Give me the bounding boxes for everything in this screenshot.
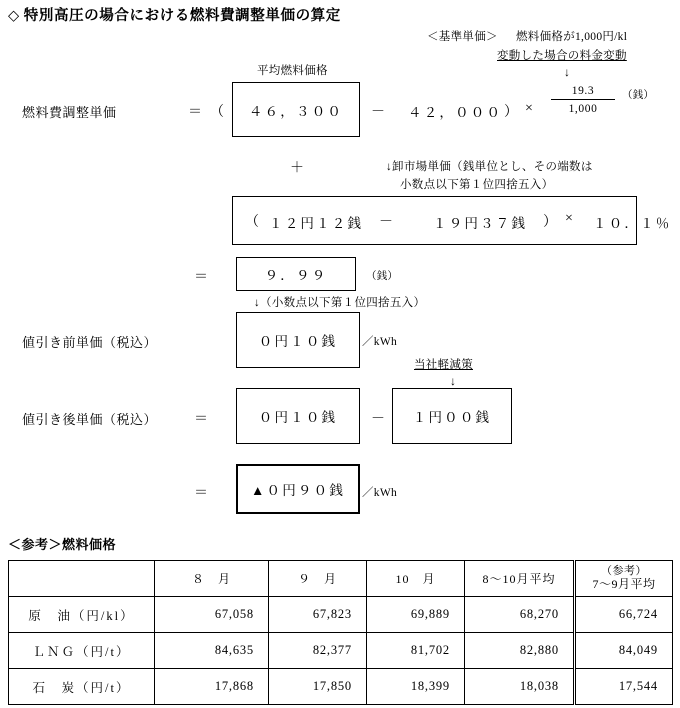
table-header-row: [9, 561, 673, 597]
fraction-bar: [551, 99, 615, 100]
row5-equals: ＝: [194, 412, 208, 427]
page-title: [8, 4, 341, 25]
final-value-box: [236, 464, 360, 514]
row2-times: ×: [565, 211, 573, 226]
coal-sep: 17,850: [269, 669, 367, 705]
wholesale-percent: １０．１％: [593, 216, 672, 231]
lng-avg: 82,880: [465, 633, 575, 669]
lng-aug: 84,635: [155, 633, 269, 669]
row1-equals: ＝: [188, 105, 202, 120]
post-discount-base-box: [236, 388, 360, 444]
crude-oil-avg: 68,270: [465, 597, 575, 633]
fuel-adjustment-label: 燃料費調整単価: [22, 105, 117, 120]
coal-aug: 17,868: [155, 669, 269, 705]
row1-minus: －: [371, 105, 385, 120]
row2-paren-open: （: [245, 215, 259, 230]
page-title-text: 特別高圧の場合における燃料費調整単価の算定: [23, 8, 341, 24]
row-label-coal: 石 炭（円/t）: [9, 669, 155, 705]
pre-round-unit: （銭）: [366, 271, 399, 282]
table-row: [9, 669, 673, 705]
row5-minus: －: [371, 412, 385, 427]
wholesale-formula-box: [232, 196, 672, 245]
standard-unit-note-line2: 変動した場合の料金変動: [497, 50, 627, 62]
row-label-lng: ＬＮＧ（円/t）: [9, 633, 155, 669]
standard-unit-fraction: [551, 85, 615, 115]
fraction-unit: （銭）: [622, 90, 655, 101]
average-fuel-price-value: ４６，３００: [248, 103, 344, 119]
reference-avg-line2: 7～9月平均: [592, 576, 656, 591]
table-header-sep: ９ 月: [269, 561, 367, 597]
coal-reference-avg: 17,544: [575, 669, 673, 705]
discount-value-box: [392, 388, 512, 444]
row6-equals: ＝: [194, 486, 208, 501]
discount-arrow-icon: ↓: [450, 374, 456, 388]
pre-discount-value: ０円１０銭: [258, 334, 338, 349]
row-label-crude-oil: 原 油（円/kl）: [9, 597, 155, 633]
crude-oil-aug: 67,058: [155, 597, 269, 633]
standard-unit-arrow-icon: ↓: [564, 65, 570, 79]
lng-reference-avg: 84,049: [575, 633, 673, 669]
table-row: [9, 633, 673, 669]
fraction-denominator: 1,000: [568, 103, 598, 115]
reference-avg-line1: （参考）: [601, 565, 647, 578]
discount-caption: 当社軽減策: [414, 359, 473, 371]
crude-oil-reference-avg: 66,724: [575, 597, 673, 633]
pre-discount-value-box: [236, 312, 360, 368]
pre-round-value-box: [236, 257, 356, 291]
row1-times: ×: [525, 101, 533, 116]
post-discount-label: 値引き後単価（税込）: [22, 412, 158, 427]
row1-paren-close: ）: [504, 105, 518, 120]
reference-heading: ＜参考＞燃料価格: [8, 537, 117, 552]
crude-oil-oct: 69,889: [367, 597, 465, 633]
wholesale-value-b: １９円３７銭: [433, 216, 528, 231]
average-fuel-price-box: [232, 82, 360, 137]
wholesale-note-line1: ↓卸市場単価（銭単位とし、その端数は: [386, 161, 593, 173]
pre-discount-label: 値引き前単価（税込）: [22, 335, 158, 350]
discount-value: １円００銭: [412, 410, 492, 425]
plus-operator: ＋: [290, 161, 304, 176]
standard-unit-label: ＜基準単価＞: [427, 31, 498, 43]
wholesale-note-line2: 小数点以下第１位四捨五入）: [400, 179, 554, 191]
pre-discount-unit: ／kWh: [362, 336, 398, 348]
lng-oct: 81,702: [367, 633, 465, 669]
table-header-reference-avg: [575, 561, 673, 597]
row2-minus: －: [379, 215, 393, 230]
wholesale-value-a: １２円１２銭: [269, 216, 364, 231]
base-fuel-price-value: ４２，０００: [408, 105, 503, 120]
row3-equals: ＝: [194, 270, 208, 285]
average-fuel-price-caption: 平均燃料価格: [257, 65, 328, 77]
fraction-numerator: 19.3: [571, 85, 595, 97]
final-value: ▲０円９０銭: [250, 483, 346, 498]
row2-paren-close: ）: [543, 215, 557, 230]
rounding-note: ↓（小数点以下第１位四捨五入）: [254, 297, 426, 309]
table-row: [9, 597, 673, 633]
standard-unit-note-line1: 燃料価格が1,000円/kl: [516, 31, 628, 43]
row1-paren-open: （: [210, 105, 224, 120]
table-header-avg: 8～10月平均: [465, 561, 575, 597]
table-header-oct: 10 月: [367, 561, 465, 597]
coal-oct: 18,399: [367, 669, 465, 705]
diamond-icon: ◇: [8, 8, 20, 24]
post-discount-base-value: ０円１０銭: [258, 410, 338, 425]
table-header-aug: ８ 月: [155, 561, 269, 597]
lng-sep: 82,377: [269, 633, 367, 669]
fuel-price-table: [8, 560, 673, 705]
final-value-unit: ／kWh: [362, 487, 398, 499]
crude-oil-sep: 67,823: [269, 597, 367, 633]
coal-avg: 18,038: [465, 669, 575, 705]
pre-round-value: ９．９９: [264, 268, 328, 283]
table-header-blank: [9, 561, 155, 597]
